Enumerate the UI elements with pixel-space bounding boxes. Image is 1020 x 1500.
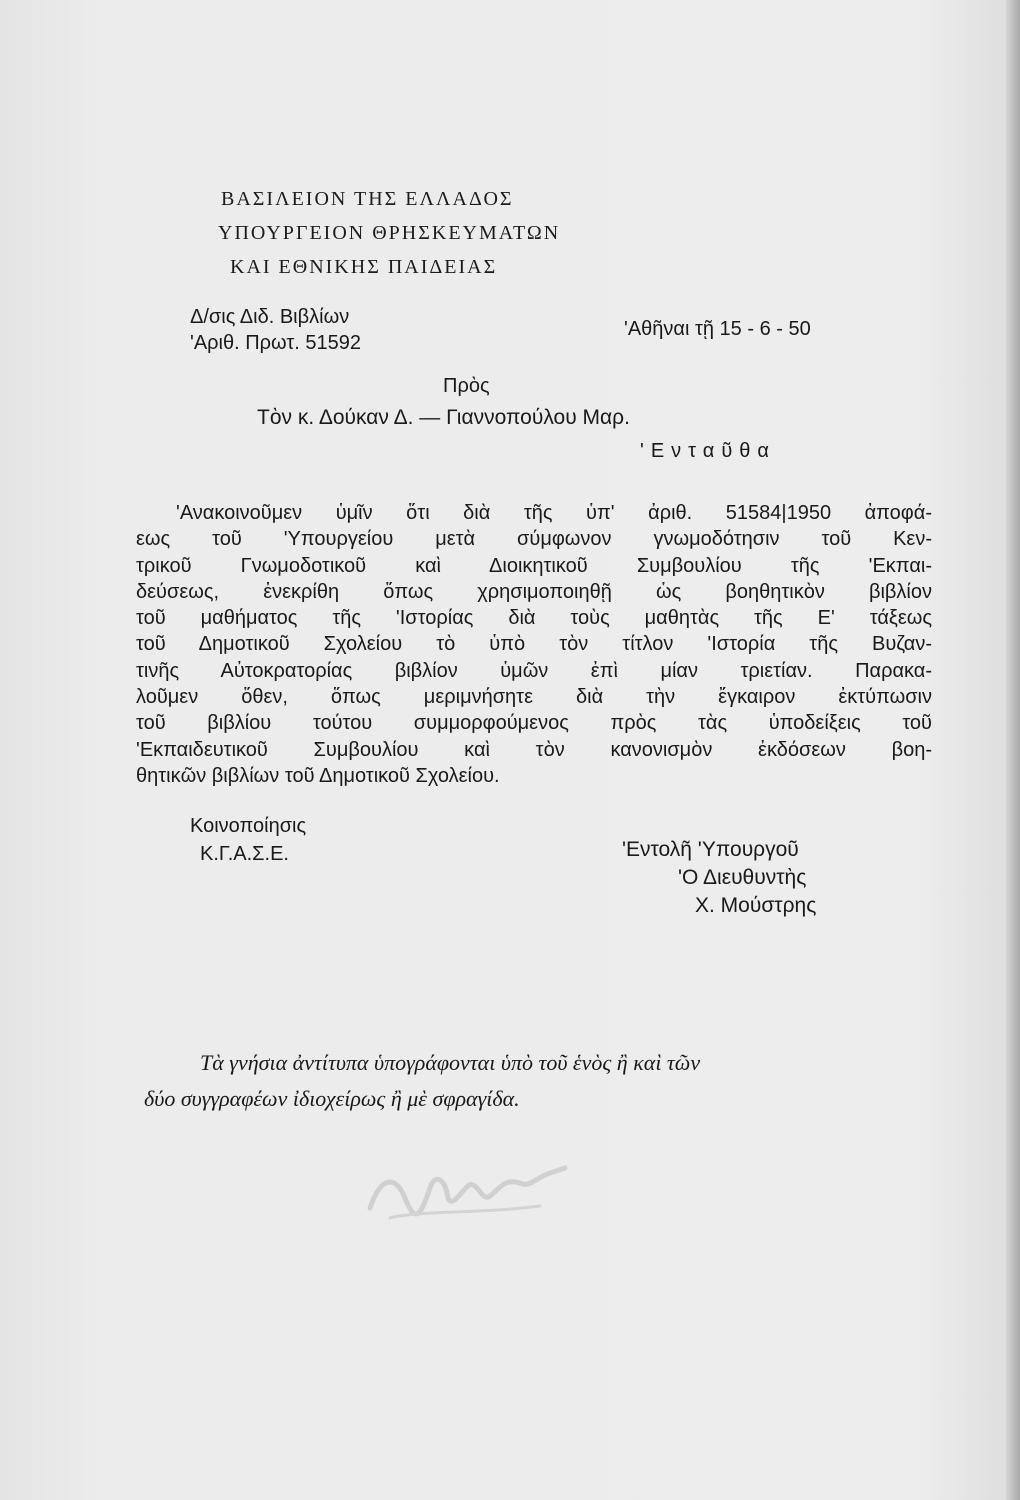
body-line: τινῆς Αὐτοκρατορίας βιβλίον ὑμῶν ἐπὶ μίαν τριετίαν. Παρακα- xyxy=(136,659,932,682)
signature-block xyxy=(622,836,816,920)
body-line: λοῦμεν ὅθεν, ὅπως μεριμνήσητε διὰ τὴν ἔγκαιρον ἐκτύπωσιν xyxy=(136,686,932,709)
page-edge-shadow xyxy=(1006,0,1020,1500)
addressee-name: Τὸν κ. Δούκαν Δ. — Γιαννοπούλου Μαρ. xyxy=(257,406,630,429)
body-line: τοῦ Δημοτικοῦ Σχολείου τὸ ὑπὸ τὸν τίτλον 'Ιστορία τῆς Βυζαν- xyxy=(136,633,932,656)
addressee-location: 'Ενταῦθα xyxy=(640,440,776,462)
body-line: τρικοῦ Γνωμοδοτικοῦ καὶ Διοικητικοῦ Συμβουλίου τῆς 'Εκπαι- xyxy=(136,554,932,577)
reference-block xyxy=(190,304,361,356)
body-line: τοῦ βιβλίου τούτου συμμορφούμενος πρὸς τὰς ὑποδείξεις τοῦ xyxy=(136,712,932,735)
letterhead-line-3: ΚΑΙ ΕΘΝΙΚΗΣ ΠΑΙΔΕΙΑΣ xyxy=(230,256,498,278)
letter-date: 'Αθῆναι τῇ 15 - 6 - 50 xyxy=(624,318,811,340)
body-line: 'Ανακοινοῦμεν ὑμῖν ὅτι διὰ τῆς ὑπ' ἀριθ. 51584|1950 ἀποφά- xyxy=(176,502,932,524)
signature-line-2: 'Ο Διευθυντὴς xyxy=(678,866,807,889)
cc-organization: Κ.Γ.Α.Σ.Ε. xyxy=(200,843,289,865)
addressee-to: Πρὸς xyxy=(443,375,490,397)
protocol-number: 'Αριθ. Πρωτ. 51592 xyxy=(190,332,361,354)
letterhead-line-2: ΥΠΟΥΡΓΕΙΟΝ ΘΡΗΣΚΕΥΜΑΤΩΝ xyxy=(218,222,561,244)
body-line: δεύσεως, ἐνεκρίθη ὅπως χρησιμοποιηθῇ ὡς βοηθητικὸν βιβλίον xyxy=(136,580,932,603)
body-line: τοῦ μαθήματος τῆς 'Ιστορίας διὰ τοὺς μαθητὰς τῆς Ε' τάξεως xyxy=(136,607,932,630)
authenticity-note xyxy=(144,1045,954,1117)
signature-line-3: Χ. Μούστρης xyxy=(695,894,817,917)
letterhead-line-1: ΒΑΣΙΛΕΙΟΝ ΤΗΣ ΕΛΛΑΔΟΣ xyxy=(221,188,514,210)
handwritten-signature-icon xyxy=(360,1148,580,1228)
note-line-2: δύο συγγραφέων ἰδιοχείρως ἢ μὲ σφραγίδα. xyxy=(144,1086,520,1111)
cc-label: Κοινοποίησις xyxy=(190,815,307,837)
letter-body xyxy=(136,500,932,789)
carbon-copy-block xyxy=(190,812,306,868)
signature-line-1: 'Εντολῆ 'Υπουργοῦ xyxy=(622,838,799,861)
body-line: εως τοῦ 'Υπουργείου μετὰ σύμφωνον γνωμοδότησιν τοῦ Κεν- xyxy=(136,528,932,551)
department-label: Δ/σις Διδ. Βιβλίων xyxy=(190,306,350,328)
note-line-1: Τὰ γνήσια ἀντίτυπα ὑπογράφονται ὑπὸ τοῦ ἑνὸς ἢ καὶ τῶν xyxy=(200,1050,701,1075)
body-line: 'Εκπαιδευτικοῦ Συμβουλίου καὶ τὸν κανονισμὸν ἐκδόσεων βοη- xyxy=(136,738,932,761)
body-line: θητικῶν βιβλίων τοῦ Δημοτικοῦ Σχολείου. xyxy=(136,764,500,787)
letterhead xyxy=(218,182,560,284)
